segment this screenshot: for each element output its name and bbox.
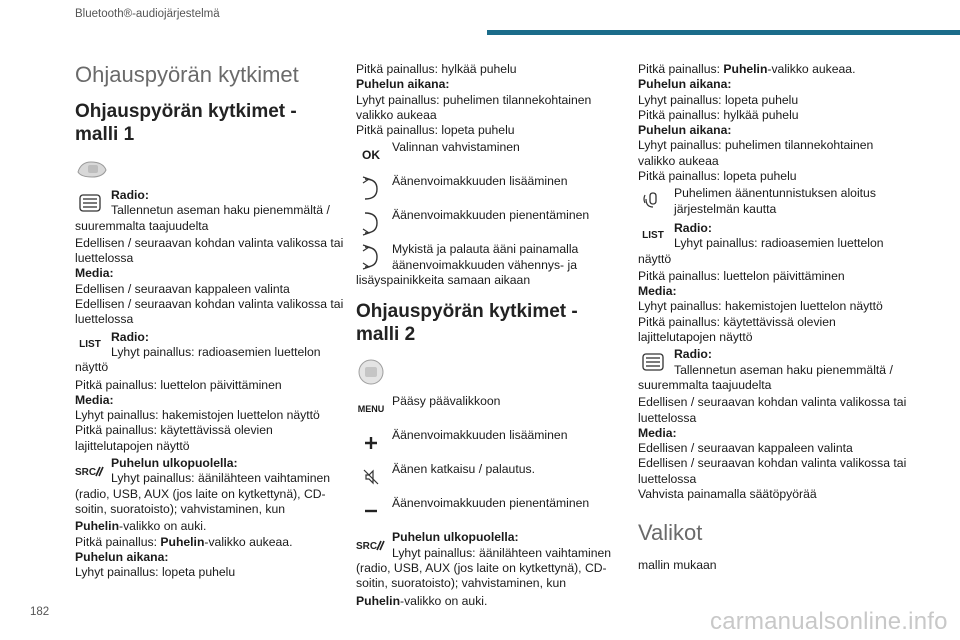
list2-media-text-2: Pitkä painallus: käytettävissä olevien lajittelutapojen näyttö	[638, 314, 836, 345]
steering-switch-model-2-image	[356, 358, 386, 386]
list-radio-text-2: Pitkä painallus: luettelon päivittäminen	[75, 377, 282, 392]
mute-text: Mykistä ja palauta ääni painamalla äänenvoimakkuuden vähennys- ja lisäyspainikkeita samaan aikaan	[356, 242, 579, 288]
volume-down-entry	[356, 208, 626, 238]
plus-icon	[356, 428, 386, 458]
ok-icon-label: OK	[362, 147, 380, 162]
column-2	[356, 62, 626, 609]
list-icon-2	[638, 221, 668, 251]
minus-text: Äänenvoimakkuuden pienentäminen	[392, 496, 590, 511]
minus-icon	[356, 496, 386, 526]
menu-icon	[356, 394, 386, 424]
radio-heading: Radio:	[111, 188, 149, 202]
src-button-entry	[75, 456, 345, 517]
subsection-title-model-1: Ohjauspyörän kytkimet - malli 1	[75, 101, 297, 145]
col3-media-text-1: Edellisen / seuraavan kappaleen valinta	[638, 441, 853, 456]
thumbwheel2-radio-entry	[638, 347, 908, 393]
svg-text:SRC: SRC	[75, 467, 97, 479]
header-accent-bar	[487, 30, 960, 35]
col2-text-1: Pitkä painallus: hylkää puhelu	[356, 62, 517, 76]
list-icon-2-label: LIST	[642, 230, 664, 242]
ok-button-entry	[356, 140, 626, 170]
column-3	[638, 62, 908, 574]
svg-text:SRC: SRC	[356, 541, 378, 553]
plus-text: Äänenvoimakkuuden lisääminen	[392, 428, 568, 443]
subsection-title-model-2: Ohjauspyörän kytkimet - malli 2	[356, 301, 578, 346]
wheel-up-icon	[356, 174, 386, 204]
src-text-1-end	[75, 519, 345, 534]
col3-model-text: mallin mukaan	[638, 558, 717, 573]
src-text-1: Lyhyt painallus: äänilähteen vaihtaminen (radio, USB, AUX (jos laite on kytkettynä), CD-soitin, suoratoisto); vahvistaminen, kun	[75, 471, 331, 516]
list-icon	[75, 330, 105, 360]
col3-radio-heading: Radio:	[674, 347, 712, 362]
col3-radio-text-2: Edellisen / seuraavan kohdan valinta valikossa tai luettelossa	[638, 395, 907, 425]
mute-speaker-icon	[356, 462, 386, 492]
list-radio-text-1: Lyhyt painallus: radioasemien luettelon näyttö	[75, 344, 321, 375]
col3-media-text-2: Edellisen / seuraavan kohdan valinta valikossa tai luettelossa	[638, 456, 907, 486]
src2-text-end	[356, 594, 626, 609]
list-button-entry	[75, 330, 345, 376]
src2-heading: Puhelun ulkopuolella:	[392, 530, 519, 545]
col3-text-1-start: Pitkä painallus:	[638, 62, 724, 76]
src2-bold: Puhelin	[356, 593, 401, 608]
call-heading: Puhelun aikana:	[75, 549, 169, 564]
col3-text-1-bold: Puhelin	[723, 62, 768, 76]
col3-confirm-text: Vahvista painamalla säätöpyörää	[638, 487, 817, 502]
col2-text-2: Lyhyt painallus: puhelimen tilannekohtainen valikko aukeaa	[356, 92, 592, 122]
menu-text: Pääsy päävalikkoon	[392, 394, 501, 409]
col3-media-heading: Media:	[638, 425, 677, 440]
media-heading: Media:	[75, 266, 114, 281]
list2-radio-text-2: Pitkä painallus: luettelon päivittäminen	[638, 268, 845, 283]
thumbwheel-icon-2	[638, 347, 668, 377]
mute2-text: Äänen katkaisu / palautus.	[392, 462, 535, 477]
radio-text-2: Edellisen / seuraavan kohdan valinta valikossa tai luettelossa	[75, 235, 344, 266]
volume-up-text: Äänenvoimakkuuden lisääminen	[392, 174, 568, 189]
src-text-2-end: -valikko aukeaa.	[204, 534, 293, 549]
media-text-2: Edellisen / seuraavan kohdan valinta valikossa tai luettelossa	[75, 297, 344, 327]
wheel-press-icon	[356, 242, 386, 272]
column-1	[75, 62, 345, 580]
col3-text-3: Pitkä painallus: hylkää puhelu	[638, 107, 799, 122]
voice-text: Puhelimen äänentunnistuksen aloitus järjestelmän kautta	[674, 186, 876, 216]
minus-button-entry	[356, 496, 626, 526]
col2-text-3: Pitkä painallus: lopeta puhelu	[356, 123, 515, 138]
col3-call-heading-1: Puhelun aikana:	[638, 77, 732, 92]
wheel-down-icon	[356, 208, 386, 238]
list-radio-heading: Radio:	[111, 329, 149, 344]
header-label: Bluetooth®-audiojärjestelmä	[75, 8, 220, 20]
src-text-2-bold: Puhelin	[160, 534, 205, 549]
col3-text-1	[638, 62, 908, 77]
voice-recognition-icon	[638, 186, 668, 216]
src-heading: Puhelun ulkopuolella:	[111, 456, 238, 471]
menu-button-entry	[356, 394, 626, 424]
src-bold-phone: Puhelin	[75, 519, 120, 534]
volume-down-text: Äänenvoimakkuuden pienentäminen	[392, 208, 590, 223]
mute-entry	[356, 242, 626, 288]
thumbwheel-radio-entry	[75, 188, 345, 234]
list-media-text-1: Lyhyt painallus: hakemistojen luettelon näyttö	[75, 408, 320, 423]
col3-text-1-end: -valikko aukeaa.	[767, 62, 856, 76]
ok-icon	[356, 140, 386, 170]
voice-button-entry	[638, 186, 908, 217]
src2-tail: -valikko on auki.	[400, 593, 488, 608]
page-number: 182	[30, 606, 50, 618]
mute-button-entry	[356, 462, 626, 492]
col3-text-2: Lyhyt painallus: lopeta puhelu	[638, 92, 799, 107]
src2-text: Lyhyt painallus: äänilähteen vaihtaminen (radio, USB, AUX (jos laite on kytkettynä), CD-soitin, suoratoisto); vahvistaminen, kun	[356, 545, 612, 591]
call-text: Lyhyt painallus: lopeta puhelu	[75, 565, 236, 580]
col2-call-heading: Puhelun aikana:	[356, 77, 450, 92]
col3-radio-text-1: Tallennetun aseman haku pienemmältä / suuremmalta taajuudelta	[638, 362, 893, 392]
src-text-2	[75, 535, 345, 550]
src-text-2-start: Pitkä painallus:	[75, 534, 161, 549]
list2-radio-heading: Radio:	[674, 220, 712, 235]
col3-text-5: Pitkä painallus: lopeta puhelu	[638, 169, 797, 184]
section-title-steering-controls: Ohjauspyörän kytkimet	[75, 62, 299, 87]
steering-switch-model-1-image	[75, 158, 109, 180]
list2-radio-text-1: Lyhyt painallus: radioasemien luettelon näyttö	[638, 236, 884, 266]
col3-call-heading-2: Puhelun aikana:	[638, 123, 732, 138]
plus-button-entry	[356, 428, 626, 458]
watermark: carmanualsonline.info	[710, 608, 948, 635]
volume-up-entry	[356, 174, 626, 204]
thumbwheel-icon	[75, 188, 105, 218]
list2-button-entry	[638, 221, 908, 267]
list-icon-label: LIST	[79, 339, 101, 351]
ok-text: Valinnan vahvistaminen	[392, 140, 520, 155]
list2-media-text-1: Lyhyt painallus: hakemistojen luettelon näyttö	[638, 299, 883, 314]
src-text-1-tail: -valikko on auki.	[119, 519, 207, 534]
media-text-1: Edellisen / seuraavan kappaleen valinta	[75, 281, 290, 296]
list-media-heading: Media:	[75, 392, 114, 407]
radio-text: Tallennetun aseman haku pienemmältä / suuremmalta taajuudelta	[75, 203, 330, 233]
src2-button-entry	[356, 530, 626, 591]
menu-icon-label: MENU	[357, 403, 385, 414]
col3-text-4: Lyhyt painallus: puhelimen tilannekohtainen valikko aukeaa	[638, 138, 874, 168]
section-title-menus: Valikot	[638, 520, 703, 546]
list-media-text-2: Pitkä painallus: käytettävissä olevien lajittelutapojen näyttö	[75, 423, 273, 453]
list2-media-heading: Media:	[638, 284, 677, 299]
src-phone-icon	[75, 456, 105, 486]
src-phone-icon-2	[356, 530, 386, 560]
